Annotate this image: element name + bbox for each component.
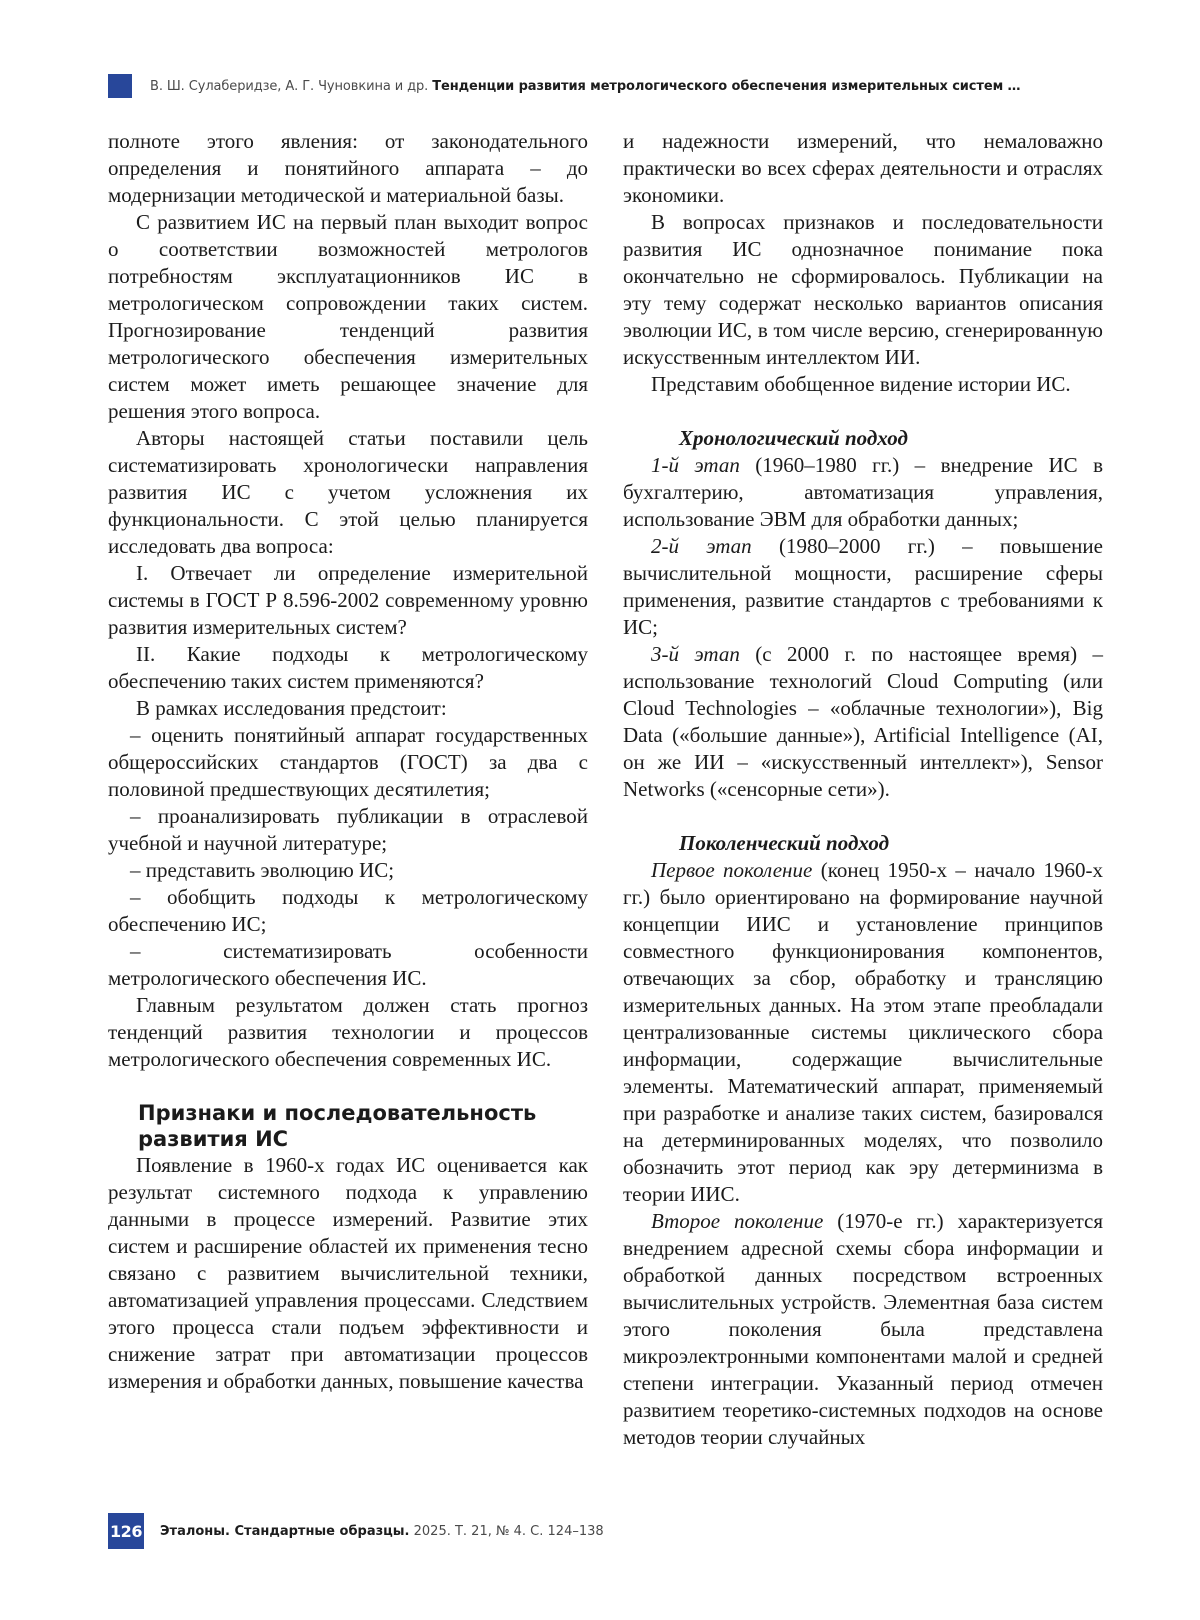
- left-column: [108, 128, 588, 1395]
- list-item: – обобщить подходы к метрологическому обеспечению ИС;: [108, 885, 588, 936]
- paragraph: Появление в 1960-х годах ИС оценивается как результат системного подхода к управлению данными в процессе измерений. Развитие этих систем и расширение областей их применения тесно связано с развитием вычислительной техники, автоматизацией управления процессами. Следствием этого процесса стали подъем эффективности и снижение затрат при автоматизации процессов измерения и обработки данных, повышение качества: [108, 1153, 588, 1393]
- footer-citation: [160, 1524, 604, 1539]
- list-item: – систематизировать особенности метрологического обеспечения ИС.: [108, 939, 588, 990]
- generation-2-label: Второе поколение: [651, 1209, 824, 1233]
- paragraph: полноте этого явления: от законодательного определения и понятийного аппарата – до модернизации методической и материальной базы.: [108, 129, 588, 207]
- paragraph: С развитием ИС на первый план выходит вопрос о соответствии возможностей метрологов потребностям эксплуатационников ИС в метрологическом сопровождении таких систем. Прогнозирование тенденций развития метрологического обеспечения измерительных систем может иметь решающее значение для решения этого вопроса.: [108, 210, 588, 423]
- paragraph: Авторы настоящей статьи поставили цель систематизировать хронологически направления развития ИС с учетом усложнения их функциональности. С этой целью планируется исследовать два вопроса:: [108, 426, 588, 558]
- generation-2-paragraph: [623, 1208, 1103, 1451]
- paragraph: В вопросах признаков и последовательности развития ИС однозначное понимание пока окончательно не сформировалось. Публикации на эту тему содержат несколько вариантов описания эволюции ИС, в том числе версию, сгенерированную искусственным интеллектом ИИ.: [623, 210, 1103, 369]
- subheading-chronological: Хронологический подход: [679, 426, 908, 450]
- generation-2-text: (1970-е гг.) характеризуется внедрением адресной схемы сбора информации и обработкой данных посредством встроенных вычислительных устройств. Элементная база систем этого поколения была представлена микроэлектронными компонентами малой и средней степени интеграции. Указанный период отмечен развитием теоретико-системных подходов на основе методов теории случайных: [623, 1209, 1103, 1449]
- header-title: Тенденции развития метрологического обеспечения измерительных систем …: [432, 78, 1021, 94]
- generation-1-label: Первое поколение: [651, 858, 813, 882]
- stage-3-text: (с 2000 г. по настоящее время) – использование технологий Cloud Computing (или Cloud Technologies – «облачные технологии»), Big Data («большие данные»), Artificial Intelligence (AI, он же ИИ – «искусственный интеллект»), Sensor Networks («сенсорные сети»).: [623, 642, 1103, 801]
- paragraph: В рамках исследования предстоит:: [136, 696, 447, 720]
- running-header: [108, 73, 1108, 99]
- page-footer: [108, 1513, 604, 1549]
- list-item: – представить эволюцию ИС;: [130, 858, 395, 882]
- stage-1-text: (1960–1980 гг.) – внедрение ИС в бухгалтерию, автоматизация управления, использование ЭВМ для обработки данных;: [623, 453, 1104, 531]
- stage-3-label: 3-й этап: [651, 642, 740, 666]
- stage-2-paragraph: [623, 533, 1103, 641]
- page-number: 126: [108, 1513, 144, 1549]
- generation-1-text: (конец 1950-х – начало 1960-х гг.) было ориентировано на формирование научной концепции ИИС и установление принципов совместного функционирования компонентов, отвечающих за сбор, обработку и трансляцию измерительных данных. На этом этапе преобладали централизованные системы циклического сбора информации, содержащие вычислительные элементы. Математический аппарат, применяемый при разработке и анализе таких систем, базировался на детерминированных моделях, что позволило обозначить этот период как эру детерминизма в теории ИИС.: [623, 858, 1103, 1206]
- paragraph: Главным результатом должен стать прогноз тенденций развития технологии и процессов метрологического обеспечения современных ИС.: [108, 993, 588, 1071]
- header-accent-square: [108, 74, 132, 98]
- stage-2-text: (1980–2000 гг.) – повышение вычислительной мощности, расширение сферы применения, развитие стандартов с требованиями к ИС;: [623, 534, 1103, 639]
- paragraph: и надежности измерений, что немаловажно практически во всех сферах деятельности и отраслях экономики.: [623, 129, 1103, 207]
- list-item: – проанализировать публикации в отраслевой учебной и научной литературе;: [108, 804, 588, 855]
- header-authors: В. Ш. Сулаберидзе, А. Г. Чуновкина и др.: [150, 78, 429, 94]
- subheading-generational: Поколенческий подход: [679, 831, 889, 855]
- section-heading: Признаки и последовательность развития ИС: [138, 1101, 537, 1151]
- stage-2-label: 2-й этап: [651, 534, 752, 558]
- list-item: – оценить понятийный аппарат государственных общероссийских стандартов (ГОСТ) за два с половиной предшествующих десятилетия;: [108, 723, 588, 801]
- right-column: [623, 128, 1103, 1451]
- citation-details: 2025. Т. 21, № 4. С. 124–138: [409, 1523, 604, 1539]
- paragraph: II. Какие подходы к метрологическому обеспечению таких систем применяются?: [108, 642, 588, 693]
- journal-name: Эталоны. Стандартные образцы.: [160, 1523, 410, 1539]
- header-text: [150, 79, 1020, 94]
- paragraph: I. Отвечает ли определение измерительной системы в ГОСТ Р 8.596-2002 современному уровню развития измерительных систем?: [108, 561, 588, 639]
- stage-1-label: 1-й этап: [651, 453, 740, 477]
- paragraph: Представим обобщенное видение истории ИС.: [651, 372, 1071, 396]
- stage-3-paragraph: [623, 641, 1103, 803]
- stage-1-paragraph: [623, 452, 1103, 533]
- generation-1-paragraph: [623, 857, 1103, 1208]
